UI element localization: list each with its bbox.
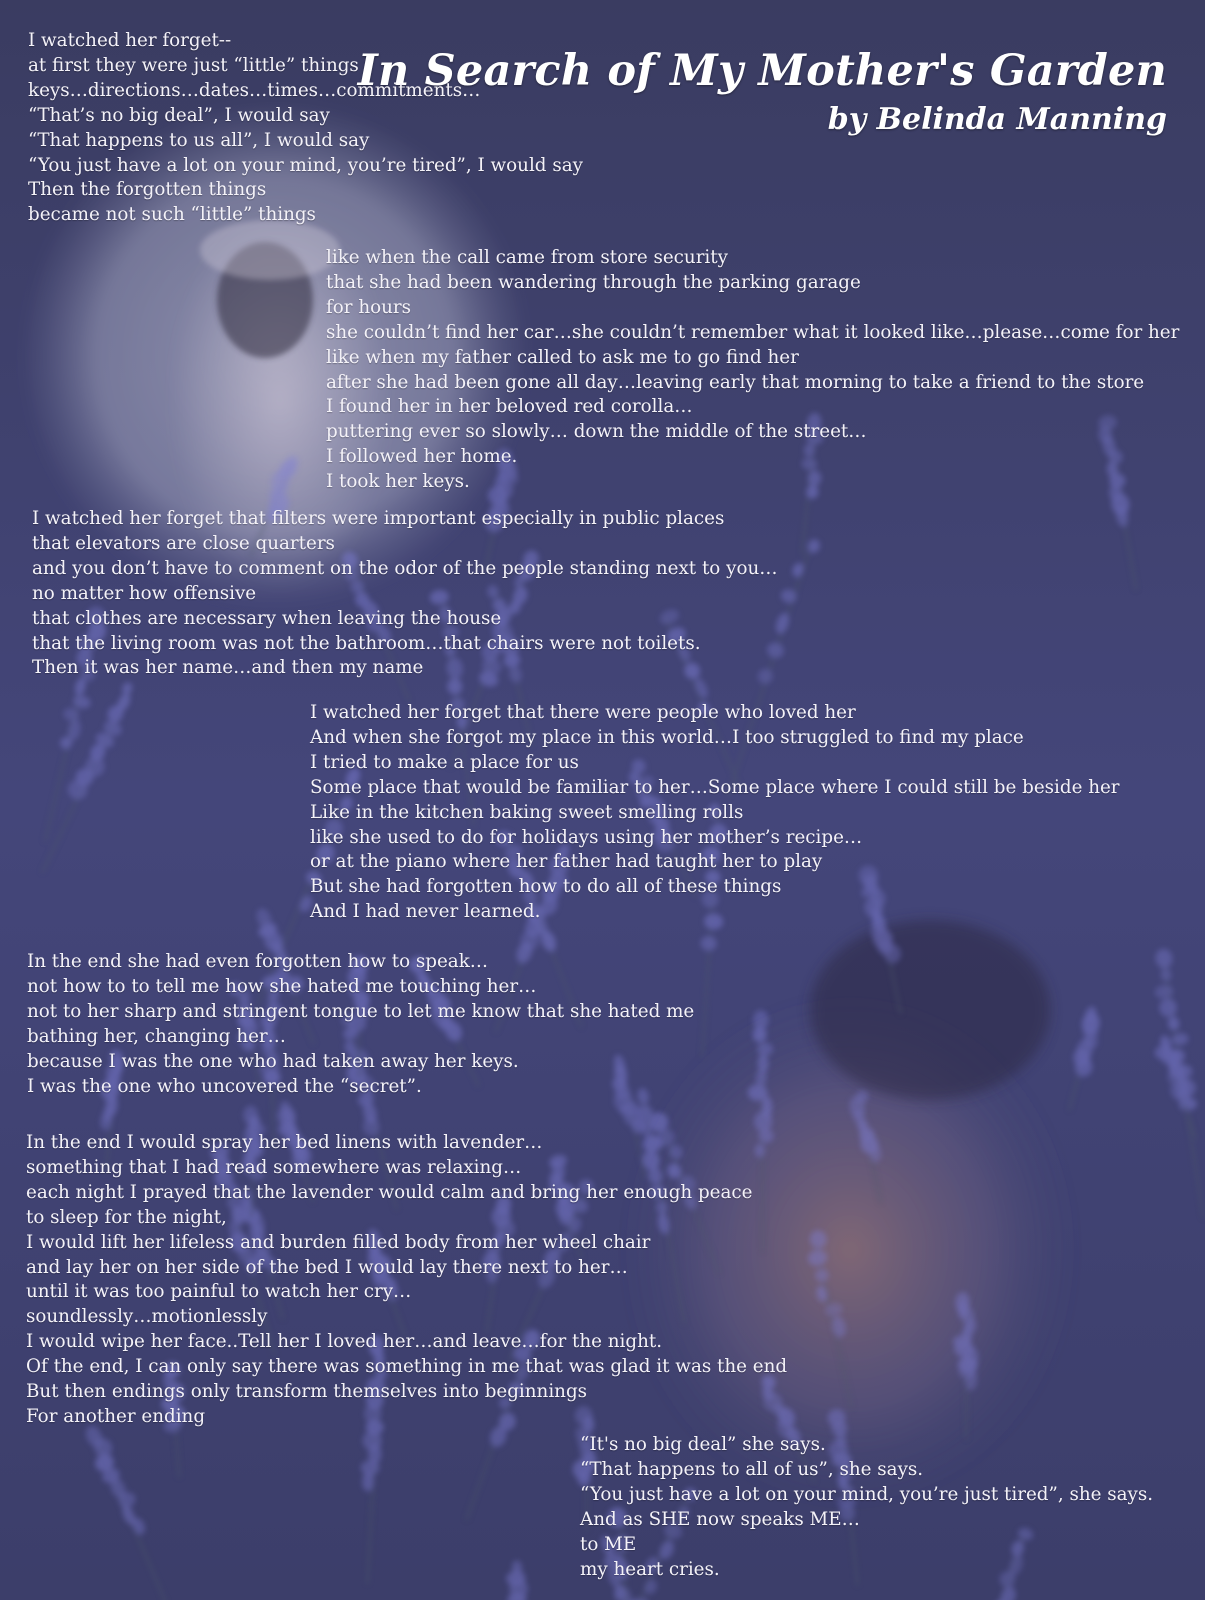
poem-line: to sleep for the night, [26, 1206, 227, 1228]
poem-line: In the end she had even forgotten how to speak… [27, 951, 489, 972]
stanza-1 [28, 29, 583, 228]
poem-line: that the living room was not the bathroom…that chairs were not toilets. [32, 632, 701, 654]
poem-line: “That happens to us all”, I would say [28, 129, 370, 151]
poem-line: at first they were just “little” things [28, 54, 359, 76]
poem-line: puttering ever so slowly… down the middle of the street… [326, 421, 867, 443]
poem-byline: by Belinda Manning [827, 102, 1167, 137]
poem-line: “It's no big deal” she says. [580, 1434, 826, 1455]
poem-title: In Search of My Mother's Garden [357, 46, 1167, 96]
poem-line: And as SHE now speaks ME… [580, 1508, 860, 1530]
stanza-4 [310, 701, 1120, 925]
stanza-5 [27, 950, 694, 1099]
poem-line: that elevators are close quarters [32, 532, 335, 554]
poem-line: to ME [580, 1533, 637, 1555]
poem-line: Of the end, I can only say there was something in me that was glad it was the end [26, 1356, 788, 1378]
poem-line: no matter how offensive [32, 582, 257, 604]
poem-line: I watched her forget-- [28, 30, 232, 51]
poem-line: and you don’t have to comment on the odor of the people standing next to you… [32, 557, 778, 579]
poem-line: “That’s no big deal”, I would say [28, 104, 330, 126]
poem-line: And when she forgot my place in this world…I too struggled to find my place [310, 726, 1024, 748]
poem-line: I would wipe her face..Tell her I loved her…and leave…for the night. [26, 1331, 663, 1353]
poem-line: Like in the kitchen baking sweet smelling rolls [310, 801, 744, 823]
poem-line: something that I had read somewhere was relaxing… [26, 1156, 522, 1178]
poem-line: I took her keys. [326, 471, 470, 493]
stanza-6 [26, 1131, 787, 1430]
poem-line: not how to to tell me how she hated me touching her… [27, 975, 537, 997]
poem-line: keys…directions…dates…times…commitments… [28, 79, 481, 101]
poem-line: I tried to make a place for us [310, 751, 579, 773]
poem-line: each night I prayed that the lavender would calm and bring her enough peace [26, 1181, 753, 1203]
poem-line: that she had been wandering through the parking garage [326, 271, 861, 293]
poem-line: not to her sharp and stringent tongue to let me know that she hated me [27, 1000, 695, 1022]
poem-line: for hours [326, 296, 411, 318]
poem-line: I would lift her lifeless and burden filled body from her wheel chair [26, 1231, 651, 1253]
poem-line: bathing her, changing her… [27, 1025, 286, 1047]
poem-line: Some place that would be familiar to her…Some place where I could still be beside her [310, 776, 1120, 798]
poem-line: until it was too painful to watch her cry… [26, 1281, 412, 1303]
poem-line: And I had never learned. [310, 901, 541, 923]
stanza-3 [32, 507, 778, 681]
poem-line: like when my father called to ask me to go find her [326, 346, 799, 368]
poem-line: Then the forgotten things [28, 179, 267, 201]
poem-line: But she had forgotten how to do all of these things [310, 876, 782, 898]
stanza-7 [580, 1433, 1153, 1582]
poem-line: because I was the one who had taken away her keys. [27, 1050, 519, 1072]
stanza-2 [326, 246, 1179, 495]
poem-line: and lay her on her side of the bed I would lay there next to her… [26, 1256, 628, 1278]
poem-line: I found her in her beloved red corolla… [326, 396, 693, 418]
poem-line: like when the call came from store security [326, 247, 728, 268]
poem-line: “That happens to all of us”, she says. [580, 1458, 924, 1480]
poem-line: “You just have a lot on your mind, you’re tired”, I would say [28, 154, 583, 176]
poem-line: Then it was her name…and then my name [32, 657, 424, 679]
poem-line: that clothes are necessary when leaving the house [32, 607, 502, 629]
poem-line: like she used to do for holidays using her mother’s recipe… [310, 826, 863, 848]
poem-line: I followed her home. [326, 446, 518, 468]
poem-line: or at the piano where her father had taught her to play [310, 851, 823, 873]
poem-line: after she had been gone all day…leaving early that morning to take a friend to the store [326, 371, 1145, 393]
poem-line: For another ending [26, 1405, 206, 1427]
poem-line: my heart cries. [580, 1558, 720, 1580]
poem-line: became not such “little” things [28, 204, 316, 226]
poem-line: she couldn’t find her car…she couldn’t remember what it looked like…please…come for her [326, 321, 1180, 343]
poem-line: I watched her forget that filters were important especially in public places [32, 508, 725, 529]
poem-line: “You just have a lot on your mind, you’re just tired”, she says. [580, 1483, 1154, 1505]
poem-line: I was the one who uncovered the “secret”. [27, 1075, 422, 1097]
poem-line: soundlessly…motionlessly [26, 1306, 268, 1328]
poem-line: In the end I would spray her bed linens with lavender… [26, 1132, 543, 1153]
poem-line: But then endings only transform themselves into beginnings [26, 1381, 588, 1403]
poem-line: I watched her forget that there were people who loved her [310, 702, 856, 723]
